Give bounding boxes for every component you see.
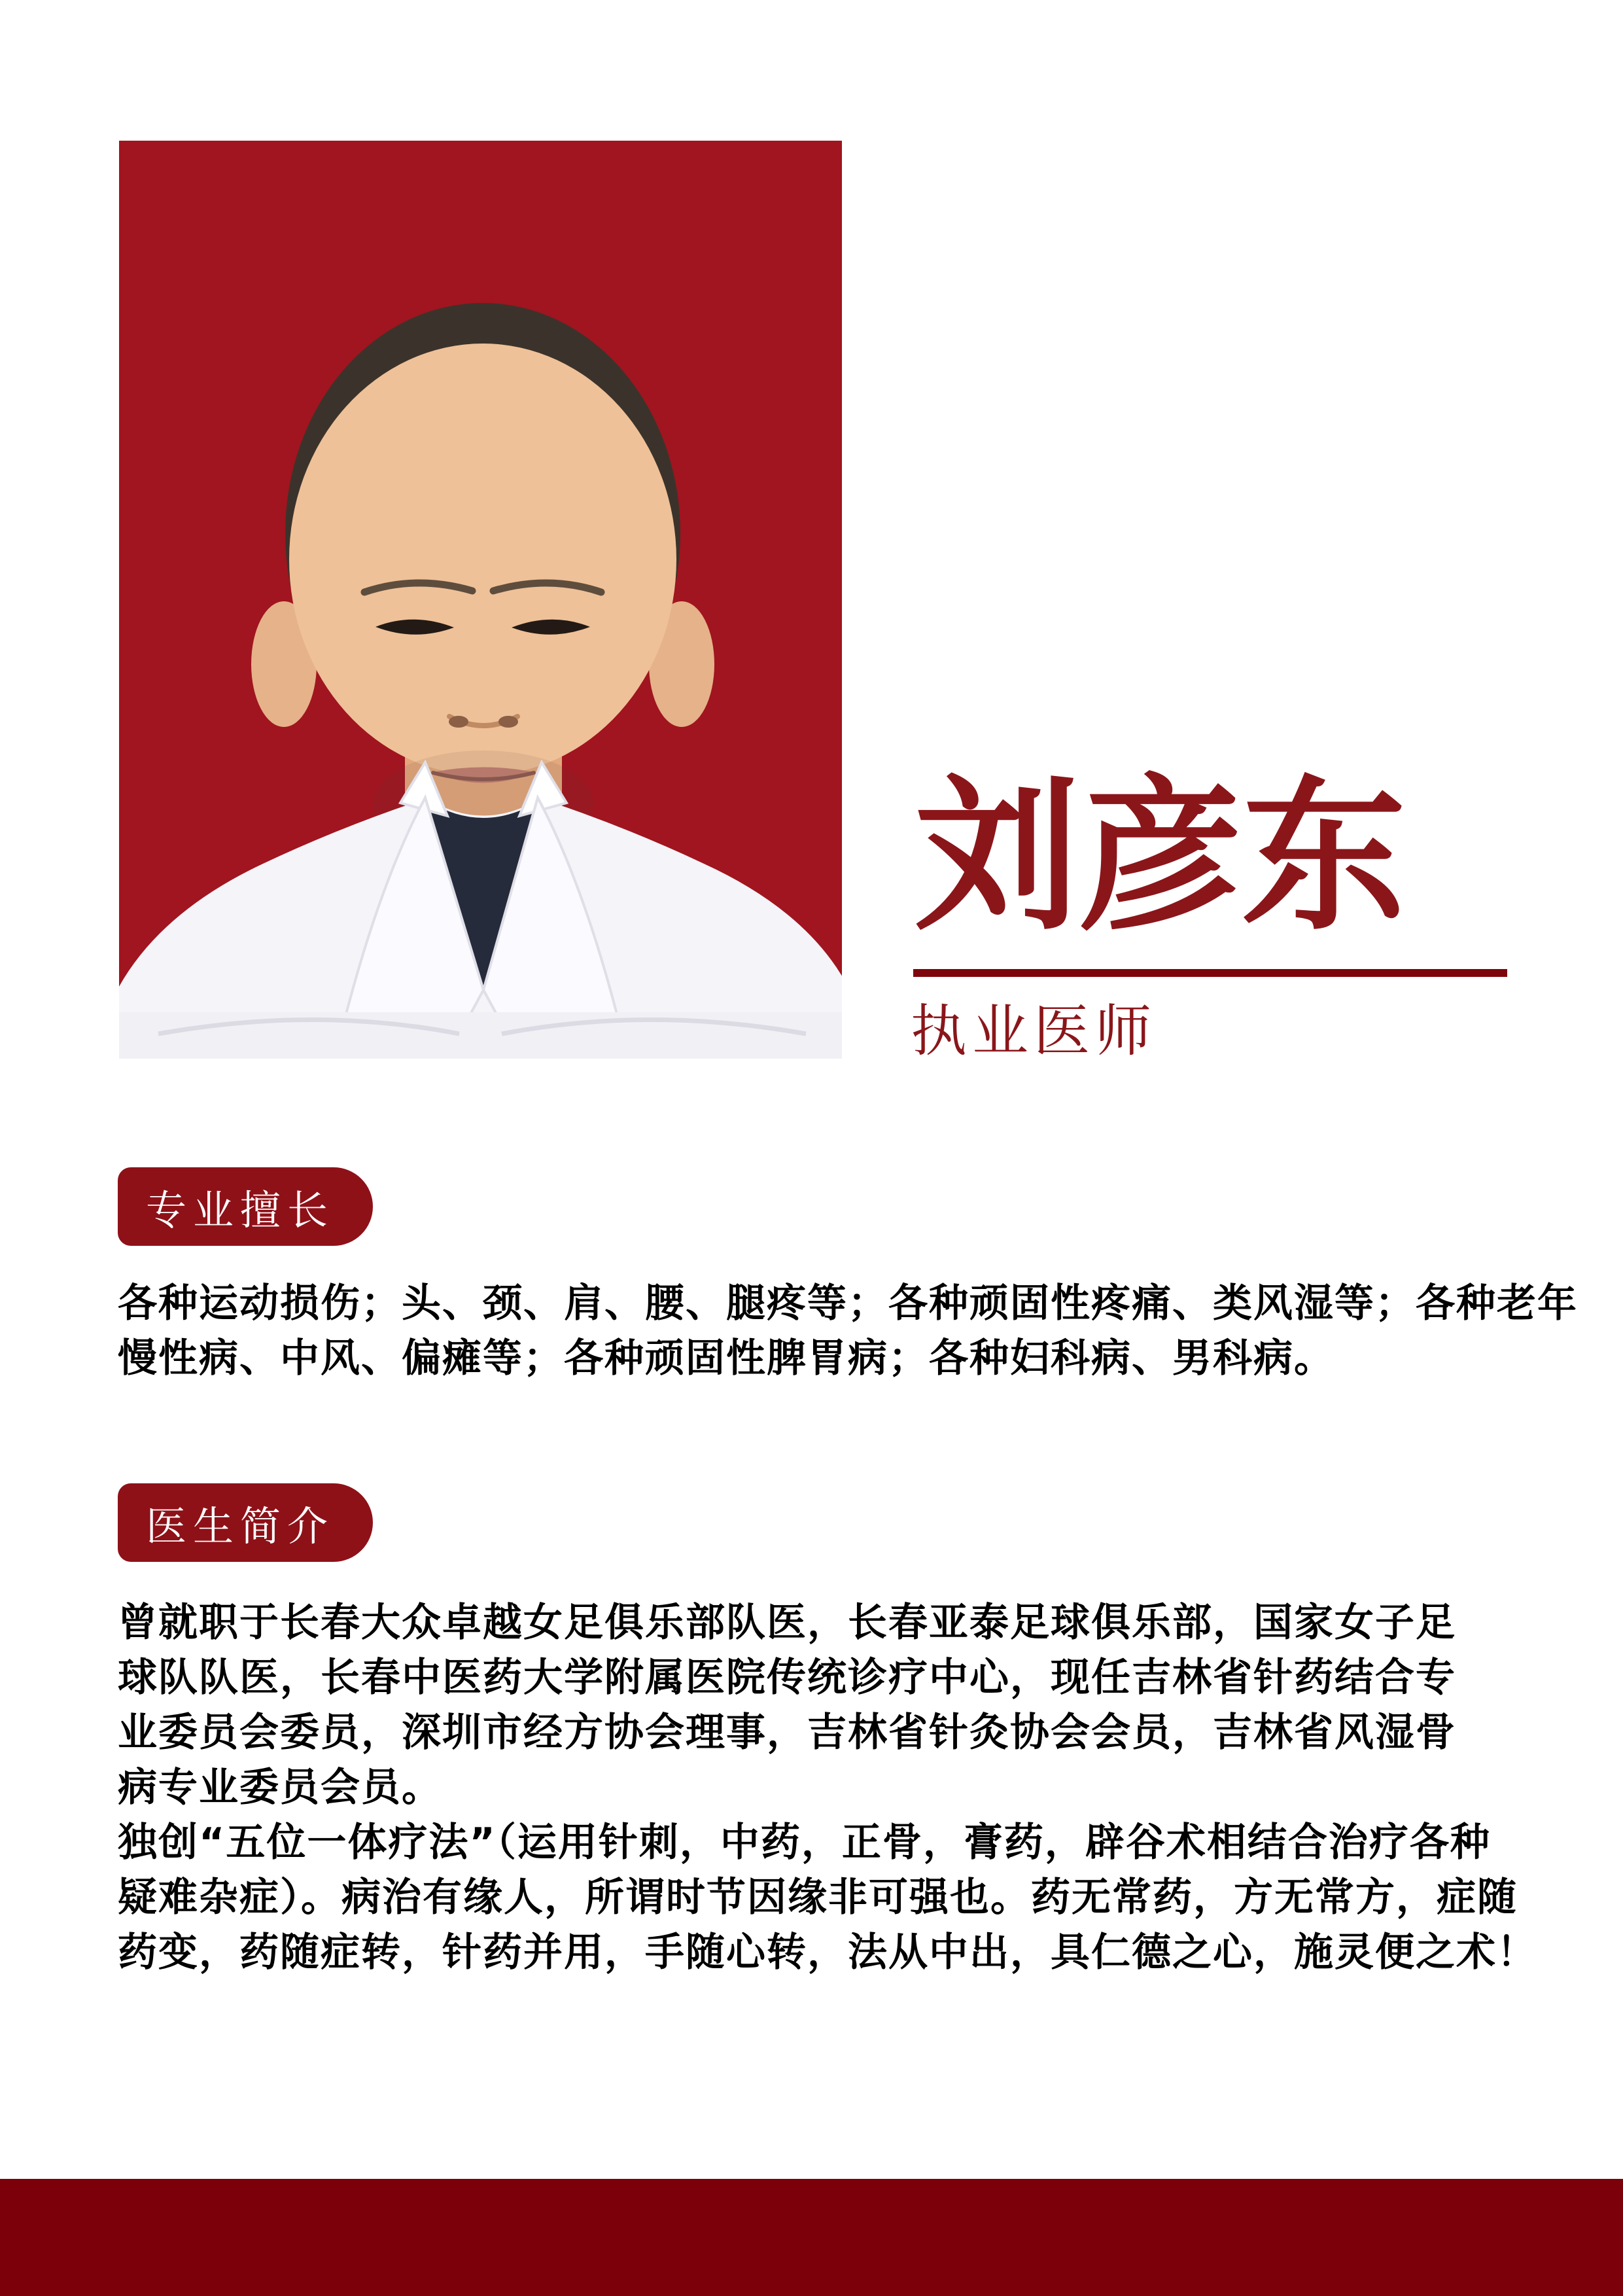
specialty-line: 慢性病、中风、偏瘫等；各种顽固性脾胃病；各种妇科病、男科病。 [118, 1335, 1335, 1381]
specialty-line: 各种运动损伤；头、颈、肩、腰、腿疼等；各种顽固性疼痛、类风湿等；各种老年 [118, 1280, 1578, 1326]
name-underline [913, 969, 1507, 977]
doctor-title: 执业医师 [911, 998, 1157, 1064]
portrait-illustration [119, 141, 842, 1059]
bio-line: 药变，药随症转，针药并用，手随心转，法从中出，具仁德之心，施灵便之术！ [118, 1930, 1537, 1975]
bio-line: 球队队医，长春中医药大学附属医院传统诊疗中心，现任吉林省针药结合专 [118, 1655, 1456, 1701]
section-badge-specialty [118, 1167, 373, 1246]
footer-bar [0, 2179, 1623, 2296]
bio-line: 独创“五位一体疗法”（运用针刺，中药，正骨，膏药，辟谷术相结合治疗各种 [118, 1820, 1491, 1865]
bio-text [118, 1595, 1537, 1980]
section-badge-bio-label: 医生简介 [145, 1502, 334, 1550]
section-badge-specialty-label: 专业擅长 [145, 1186, 334, 1234]
specialty-text [118, 1276, 1578, 1386]
doctor-photo [119, 141, 842, 1059]
bio-line: 疑难杂症）。病治有缘人，所谓时节因缘非可强也。药无常药，方无常方，症随 [118, 1875, 1518, 1920]
bio-line: 曾就职于长春大众卓越女足俱乐部队医，长春亚泰足球俱乐部，国家女子足 [118, 1600, 1456, 1646]
doctor-name: 刘彦东 [915, 759, 1406, 953]
bio-line: 病专业委员会员。 [118, 1765, 442, 1810]
section-badge-bio [118, 1483, 373, 1562]
bio-line: 业委员会委员，深圳市经方协会理事，吉林省针灸协会会员，吉林省风湿骨 [118, 1710, 1456, 1756]
